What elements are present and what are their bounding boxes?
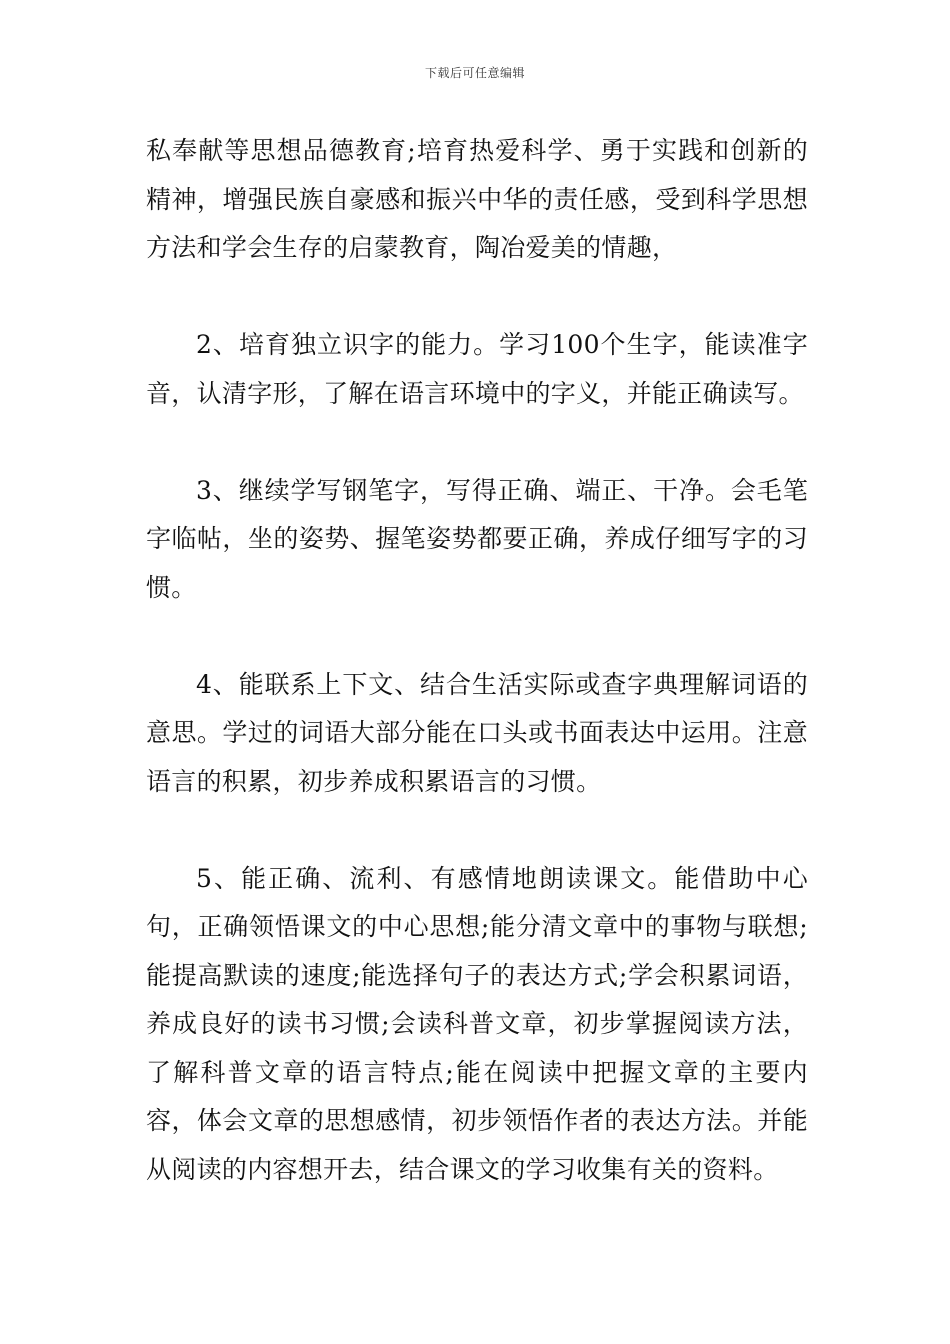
paragraph-continuation: 私奉献等思想品德教育;培育热爱科学、勇于实践和创新的精神，增强民族自豪感和振兴中华的责任感，受到科学思想方法和学会生存的启蒙教育，陶冶爱美的情趣，	[146, 136, 808, 262]
paragraph-item-4: 4、能联系上下文、结合生活实际或查字典理解词语的意思。学过的词语大部分能在口头或书面表达中运用。注意语言的积累，初步养成积累语言的习惯。	[146, 669, 808, 796]
paragraph-gap	[146, 806, 808, 855]
paragraph-gap	[146, 273, 808, 322]
page-header: 下载后可任意编辑	[424, 66, 525, 80]
paragraph-item-3: 3、继续学写钢笔字，写得正确、端正、干净。会毛笔字临帖，坐的姿势、握笔姿势都要正确，养成仔细写字的习惯。	[146, 475, 808, 602]
paragraph-item-5: 5、能正确、流利、有感情地朗读课文。能借助中心句，正确领悟课文的中心思想;能分清文章中的事物与联想;能提高默读的速度;能选择句子的表达方式;学会积累词语，养成良好的读书习惯;会读科普文章，初步掌握阅读方法，了解科普文章的语言特点;能在阅读中把握文章的主要内容，体会文章的思想感情，初步领悟作者的表达方法。并能从阅读的内容想开去，结合课文的学习收集有关的资料。	[146, 863, 808, 1184]
document-body	[146, 127, 808, 1194]
paragraph-gap	[146, 612, 808, 661]
paragraph-item-2: 2、培育独立识字的能力。学习100个生字，能读准字音，认清字形，了解在语言环境中的字义，并能正确读写。	[146, 330, 808, 408]
paragraph-gap	[146, 418, 808, 467]
